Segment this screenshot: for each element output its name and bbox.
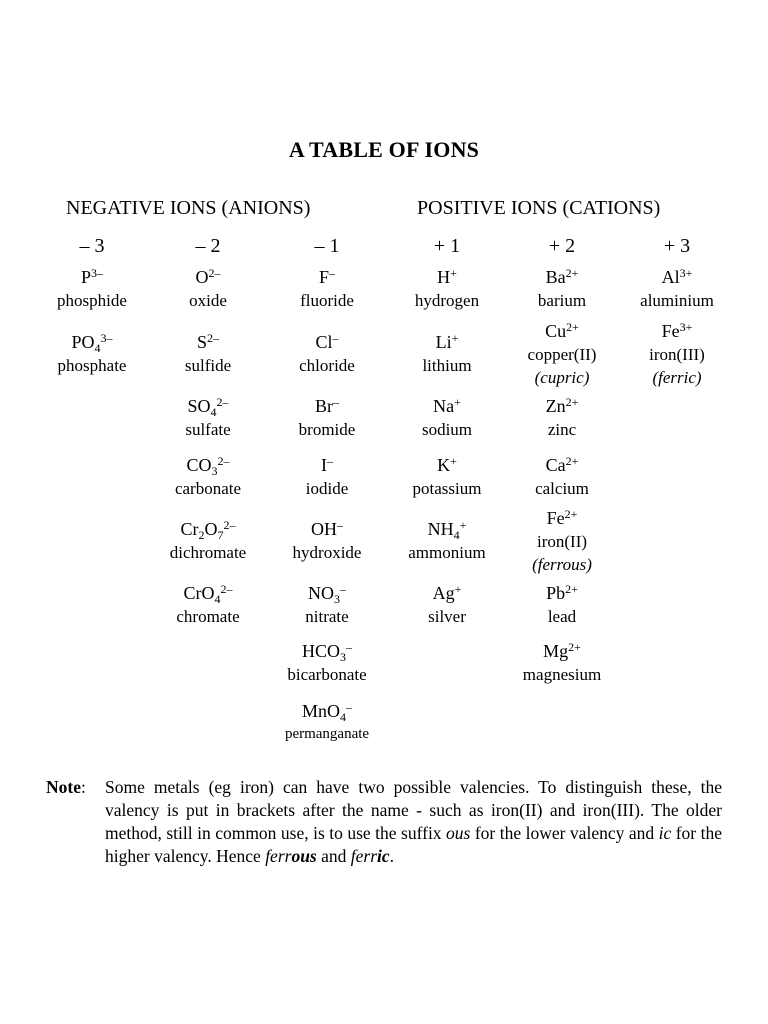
ion-formula: I– xyxy=(321,454,333,475)
column-valency-minus-1 xyxy=(262,232,392,742)
ion-name: nitrate xyxy=(305,607,349,626)
ion-barium xyxy=(497,266,627,312)
ion-name: zinc xyxy=(547,420,577,439)
ion-permanganate xyxy=(262,700,392,746)
ion-name: barium xyxy=(537,291,587,310)
negative-ions-heading: NEGATIVE IONS (ANIONS) xyxy=(66,197,311,219)
column-valency-minus-3 xyxy=(27,232,157,375)
ion-copper-ii xyxy=(497,320,627,389)
ion-formula: Na+ xyxy=(433,395,461,416)
ion-hydroxide xyxy=(262,518,392,564)
ion-name: iron(III) xyxy=(649,345,705,364)
ion-sodium xyxy=(382,395,512,441)
ion-formula: $PO_4^{3-}$ xyxy=(71,331,113,355)
ion-formula: $NH_4^+$ xyxy=(427,518,467,542)
ion-hydrogen xyxy=(382,266,512,312)
ion-formula: $SO_4^{2-}$ xyxy=(187,395,229,419)
ion-traditional-name: (ferric) xyxy=(652,368,702,387)
ion-formula: $O^{2-}$ xyxy=(195,266,221,287)
ion-formula: $HCO_3^-$ xyxy=(301,640,352,664)
ion-formula: K+ xyxy=(437,454,457,475)
column-valency-plus-1 xyxy=(382,232,512,626)
ion-name: copper(II) xyxy=(527,345,597,364)
ion-dichromate xyxy=(143,518,273,564)
ion-name: bicarbonate xyxy=(287,665,367,684)
ion-formula: $Ba^{2+}$ xyxy=(545,266,579,287)
ion-sulfide xyxy=(143,331,273,377)
ion-formula: CrO$_4^{2-}$ xyxy=(183,582,233,606)
ion-formula: Br– xyxy=(315,395,339,416)
ion-name: magnesium xyxy=(522,665,602,684)
valency-header: + 1 xyxy=(433,235,461,257)
ion-nitrate xyxy=(262,582,392,628)
ion-name: iodide xyxy=(305,479,349,498)
ion-formula: $P^{3-}$ xyxy=(80,266,103,287)
ion-oxide xyxy=(143,266,273,312)
ion-name: hydroxide xyxy=(292,543,362,562)
ion-name: chloride xyxy=(299,356,355,375)
valency-header: + 2 xyxy=(548,235,576,257)
note-colon: : xyxy=(80,777,86,797)
ion-chromate xyxy=(143,582,273,628)
ion-formula: $Al^{3+}$ xyxy=(661,266,693,287)
ion-name: bromide xyxy=(298,420,356,439)
ion-formula: $Cu^{2+}$ xyxy=(545,320,579,341)
ion-formula: F– xyxy=(318,266,335,287)
ion-name: iron(II) xyxy=(536,532,588,551)
ion-formula: Ag+ xyxy=(432,582,462,603)
ion-formula: Li+ xyxy=(435,331,459,352)
ion-zinc xyxy=(497,395,627,441)
ion-traditional-name: (cupric) xyxy=(534,368,590,387)
ion-potassium xyxy=(382,454,512,500)
ion-name: phosphate xyxy=(57,356,127,375)
ion-name: lead xyxy=(547,607,577,626)
ion-name: aluminium xyxy=(640,291,714,310)
ion-formula: OH– xyxy=(311,518,343,539)
ion-formula: $Pb^{2+}$ xyxy=(546,582,578,603)
ion-silver xyxy=(382,582,512,628)
valency-header: – 1 xyxy=(314,235,340,257)
ion-traditional-name: (ferrous) xyxy=(532,555,592,574)
ion-formula: $S^{2-}$ xyxy=(196,331,219,352)
ion-calcium xyxy=(497,454,627,500)
ion-bicarbonate xyxy=(262,640,392,686)
ion-name: carbonate xyxy=(174,479,242,498)
ion-name: lithium xyxy=(422,356,472,375)
ion-iodide xyxy=(262,454,392,500)
ion-formula: $Cr_2O_7^{2-}$ xyxy=(180,518,236,542)
ion-name: calcium xyxy=(535,479,589,498)
positive-ions-heading: POSITIVE IONS (CATIONS) xyxy=(417,197,661,219)
ion-formula: $Fe^{2+}$ xyxy=(546,507,578,528)
ion-formula: H+ xyxy=(437,266,457,287)
ion-name: sodium xyxy=(421,420,473,439)
ion-formula: MnO$_4$– xyxy=(301,700,352,724)
ion-name: oxide xyxy=(189,291,227,310)
ion-formula: $Fe^{3+}$ xyxy=(661,320,693,341)
ion-formula: $Zn^{2+}$ xyxy=(545,395,579,416)
ion-name: sulfide xyxy=(184,356,232,375)
note-label: Note xyxy=(46,777,81,797)
ion-iron-iii xyxy=(612,320,742,389)
ion-sulfate xyxy=(143,395,273,441)
ion-phosphate xyxy=(27,331,157,377)
ion-iron-ii xyxy=(497,507,627,576)
ion-formula: $NO_3^-$ xyxy=(308,582,346,606)
valency-header: – 2 xyxy=(195,235,221,257)
column-valency-plus-3 xyxy=(612,232,742,387)
ion-name: hydrogen xyxy=(414,291,480,310)
ion-formula: Cl– xyxy=(315,331,339,352)
ion-phosphide xyxy=(27,266,157,312)
valency-header: – 3 xyxy=(79,235,105,257)
note-body: Some metals (eg iron) can have two possible valencies. To distinguish these, the valency is put in brackets after the name - such as iron(II) and iron(III). The older method, still in common use, is to use the suffix ous for the lower valency and ic for the higher valency. Hence ferrous and ferric. xyxy=(105,777,722,866)
ion-magnesium xyxy=(497,640,627,686)
note-paragraph xyxy=(46,776,722,866)
ion-name: permanganate xyxy=(284,726,370,742)
ion-name: sulfate xyxy=(185,420,231,439)
ion-name: chromate xyxy=(176,607,240,626)
column-valency-minus-2 xyxy=(143,232,273,626)
ion-name: ammonium xyxy=(408,543,486,562)
ion-ammonium xyxy=(382,518,512,564)
ion-name: phosphide xyxy=(57,291,127,310)
ion-carbonate xyxy=(143,454,273,500)
ion-name: silver xyxy=(428,607,466,626)
column-valency-plus-2 xyxy=(497,232,627,684)
ion-fluoride xyxy=(262,266,392,312)
ion-name: dichromate xyxy=(169,543,247,562)
ion-lead xyxy=(497,582,627,628)
ion-bromide xyxy=(262,395,392,441)
ion-formula: $Ca^{2+}$ xyxy=(545,454,579,475)
ion-aluminium xyxy=(612,266,742,312)
ion-lithium xyxy=(382,331,512,377)
valency-header: + 3 xyxy=(663,235,691,257)
ion-name: fluoride xyxy=(300,291,354,310)
ion-formula: $CO_3^{2-}$ xyxy=(186,454,230,478)
page-title: A TABLE OF IONS xyxy=(288,137,480,162)
ion-formula: $Mg^{2+}$ xyxy=(543,640,581,661)
ion-chloride xyxy=(262,331,392,377)
ion-name: potassium xyxy=(412,479,482,498)
